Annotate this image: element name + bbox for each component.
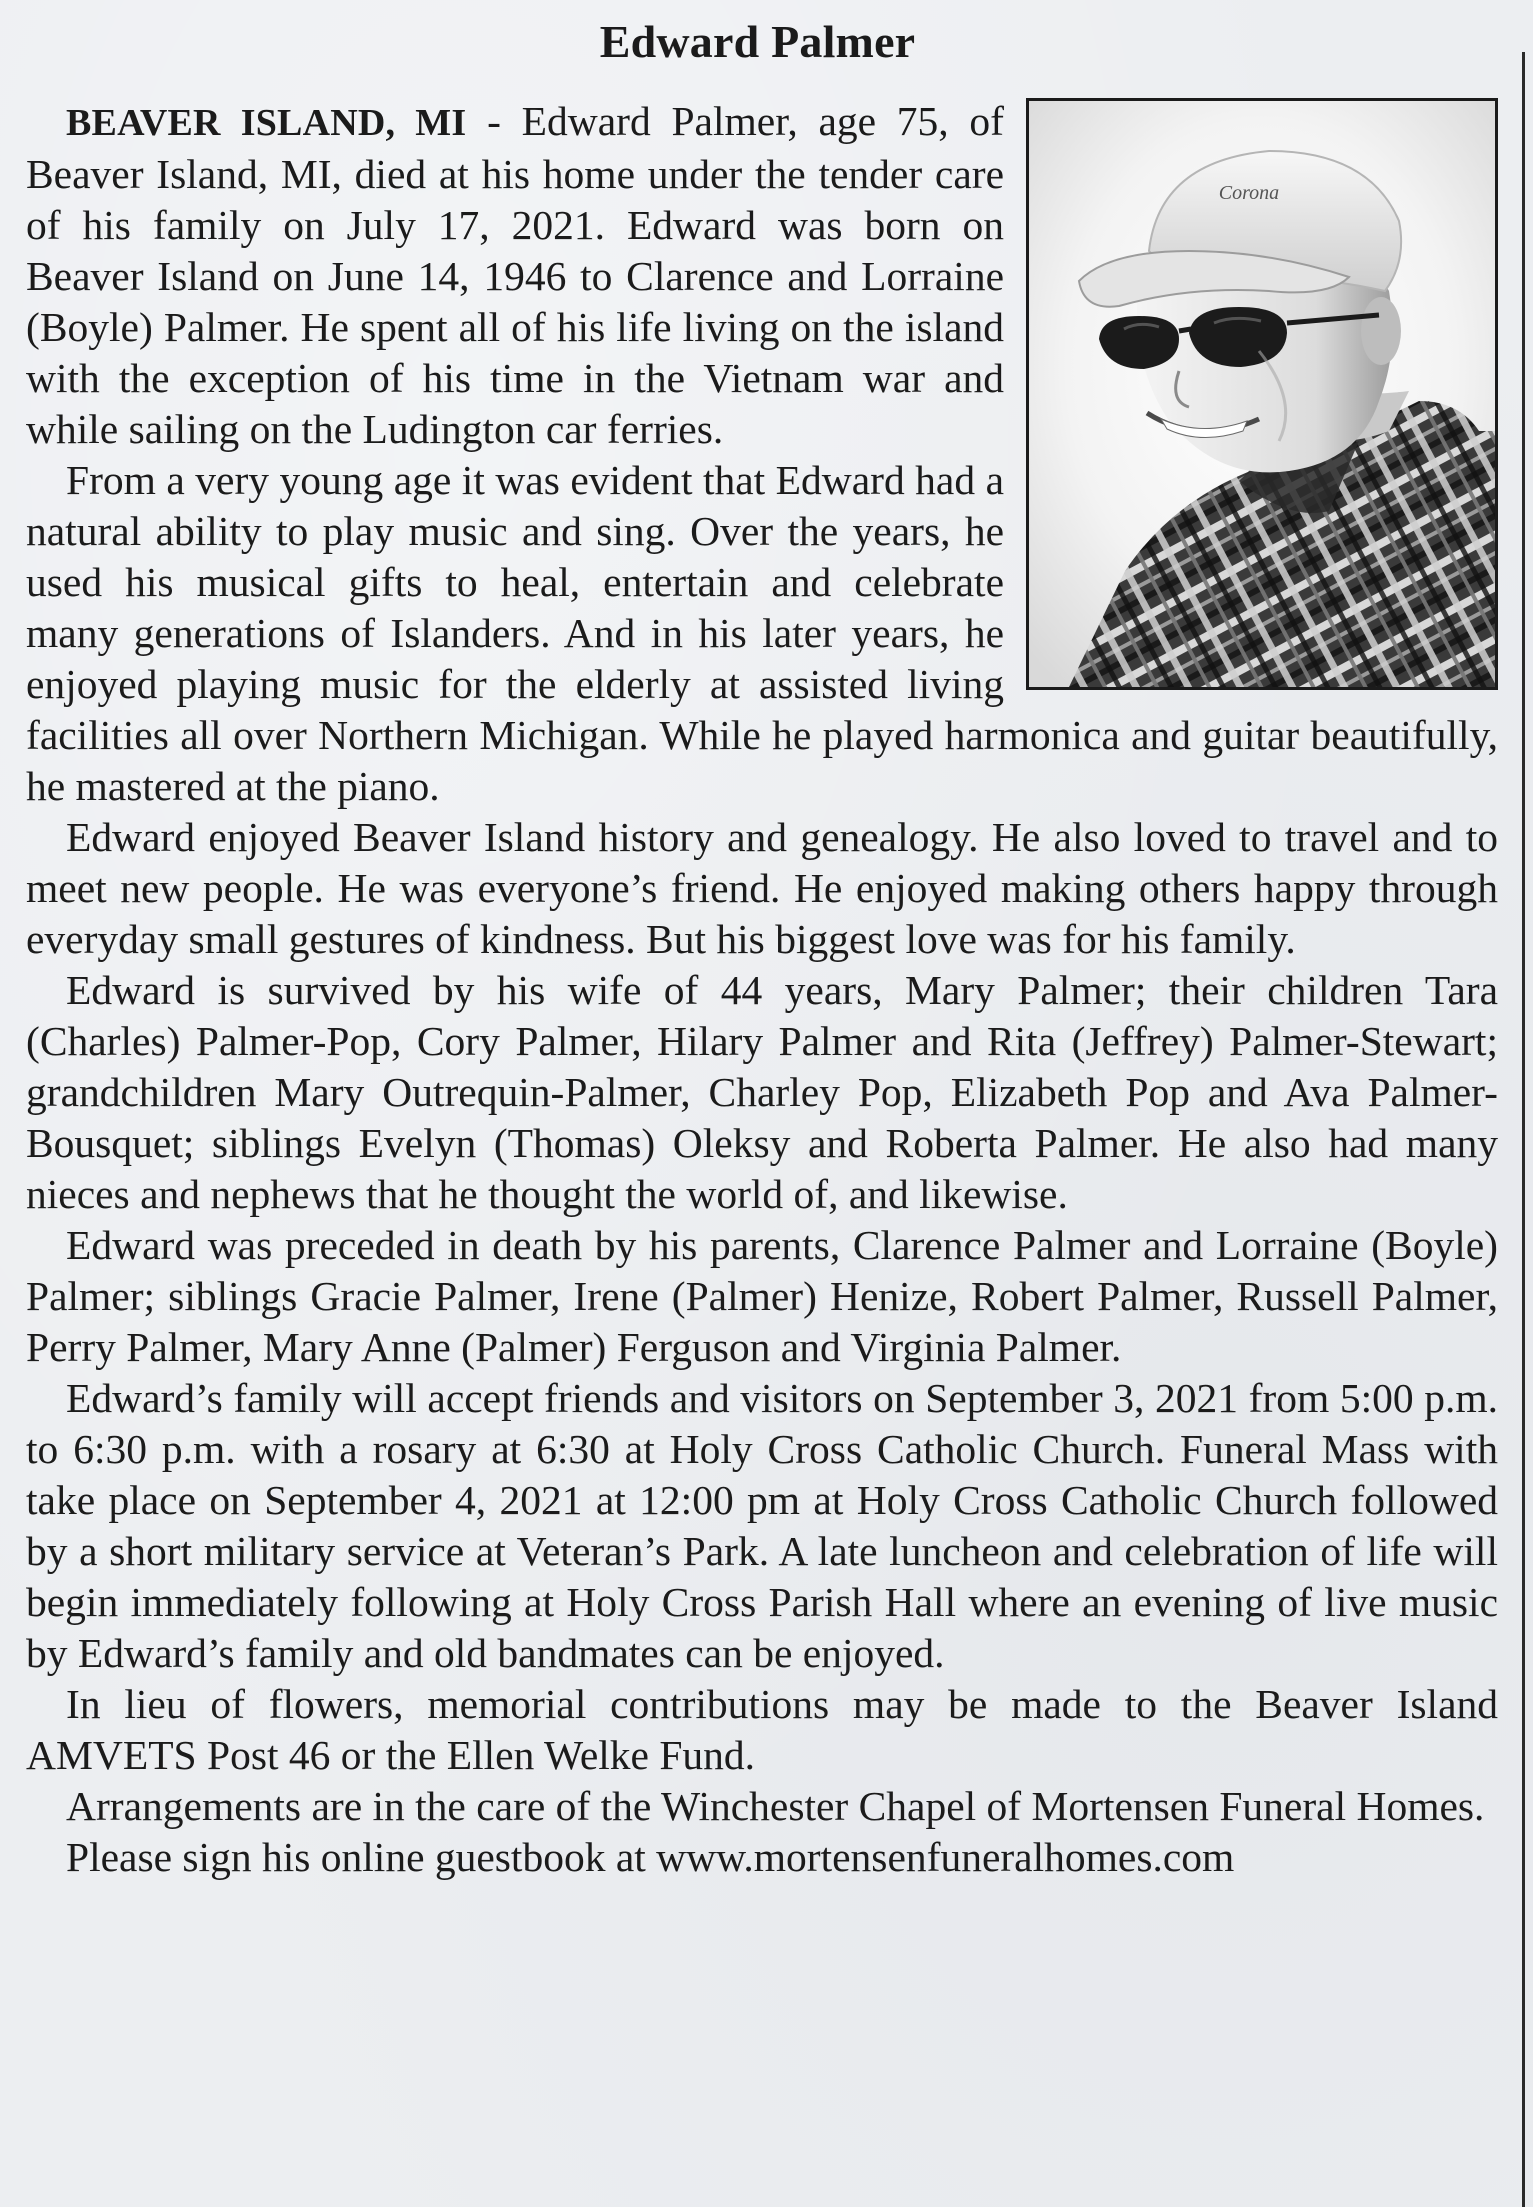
paragraph-survivors: Edward is survived by his wife of 44 years, Mary Palmer; their children Tara (Charles) Palmer-Pop, Cory Palmer, Hilary Palmer and Rita (Jeffrey) Palmer-Stewart; grandchildren Mary Outrequin-Palmer, Charley Pop, Elizabeth Pop and Ava Palmer-Bousquet; siblings Evelyn (Thomas) Oleksy and Roberta Palmer. He also had many nieces and nephews that he thought the world of, and likewise. — [26, 967, 1498, 1217]
paragraph-services: Edward’s family will accept friends and visitors on September 3, 2021 from 5:00 p.m. to 6:30 p.m. with a rosary at 6:30 at Holy Cross Catholic Church. Funeral Mass with take place on September 4, 2021 at 12:00 pm at Holy Cross Catholic Church followed by a short military service at Veteran’s Park. A late luncheon and celebration of life will begin immediately following at Holy Cross Parish Hall where an evening of live music by Edward’s family and old bandmates can be enjoyed. — [26, 1375, 1498, 1676]
paragraph-interests: Edward enjoyed Beaver Island history and genealogy. He also loved to travel and to meet new people. He was everyone’s friend. He enjoyed making others happy through everyday small gestures of kindness. But his biggest love was for his family. — [26, 814, 1498, 962]
paragraph-arrangements: Arrangements are in the care of the Winchester Chapel of Mortensen Funeral Homes. — [66, 1783, 1485, 1829]
dateline: BEAVER ISLAND, MI — [66, 102, 467, 144]
portrait-illustration — [1029, 101, 1495, 687]
portrait-photo — [1026, 98, 1498, 690]
column-rule — [1522, 52, 1525, 2207]
obituary-article — [26, 96, 1498, 1883]
paragraph-preceded: Edward was preceded in death by his parents, Clarence Palmer and Lorraine (Boyle) Palmer; siblings Gracie Palmer, Irene (Palmer) Henize, Robert Palmer, Russell Palmer, Perry Palmer, Mary Anne (Palmer) Ferguson and Virginia Palmer. — [26, 1222, 1498, 1370]
paragraph-intro — [26, 96, 1498, 455]
obituary-title: Edward Palmer — [599, 16, 916, 67]
paragraph-music: From a very young age it was evident that Edward had a natural ability to play music and sing. Over the years, he used his musical gifts to heal, entertain and celebrate many generations of Islanders. And in his later years, he enjoyed playing music for the elderly at assisted living facilities all over Northern Michigan. While he played harmonica and guitar beautifully, he mastered at the piano. — [26, 457, 1498, 809]
paragraph-guestbook: Please sign his online guestbook at www.mortensenfuneralhomes.com — [66, 1834, 1235, 1880]
cap-logo-text: Corona — [1218, 182, 1280, 204]
paragraph-memorials: In lieu of flowers, memorial contributions may be made to the Beaver Island AMVETS Post 46 or the Ellen Welke Fund. — [26, 1681, 1498, 1778]
paragraph-intro-text: - Edward Palmer, age 75, of Beaver Island, MI, died at his home under the tender care of his family on July 17, 2021. Edward was born on Beaver Island on June 14, 1946 to Clarence and Lorraine (Boyle) Palmer. He spent all of his life living on the island with the exception of his time in the Vietnam war and while sailing on the Ludington car ferries. — [26, 98, 1004, 452]
